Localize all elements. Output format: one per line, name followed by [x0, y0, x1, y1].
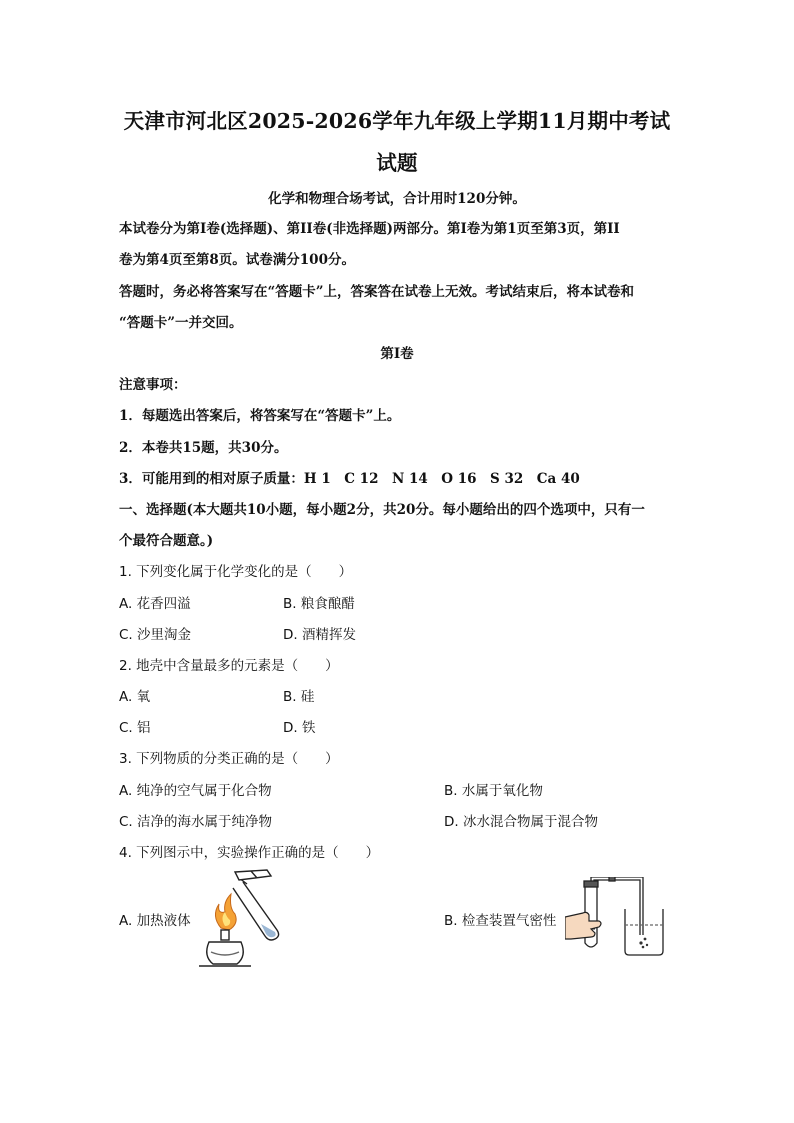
- alcohol-lamp-heating-figure: [195, 866, 291, 970]
- exam-title-line2: 试题: [376, 151, 418, 175]
- notes-heading: 注意事项：: [119, 377, 187, 393]
- question-2-option-d[interactable]: D. 铁: [283, 720, 316, 736]
- question-1-stem: 1. 下列变化属于化学变化的是（ ）: [119, 564, 353, 580]
- question-4-option-a[interactable]: A. 加热液体: [119, 913, 191, 929]
- question-4-option-b[interactable]: B. 检查装置气密性: [444, 913, 557, 929]
- question-4-stem: 4. 下列图示中，实验操作正确的是（ ）: [119, 845, 380, 861]
- question-2-option-a[interactable]: A. 氧: [119, 689, 151, 705]
- note-3: 3．可能用到的相对原子质量：H 1 C 12 N 14 O 16 S 32 Ca 40: [119, 471, 580, 487]
- question-1-option-b[interactable]: B. 粮食酿醋: [283, 596, 355, 612]
- question-3-option-c[interactable]: C. 洁净的海水属于纯净物: [119, 814, 273, 830]
- part1-instructions-line1: 一、选择题(本大题共10小题，每小题2分，共20分。每小题给出的四个选项中，只有一: [119, 502, 645, 518]
- exam-subtitle: 化学和物理合场考试，合计用时120分钟。: [268, 191, 526, 207]
- note-1: 1．每题选出答案后，将答案写在“答题卡”上。: [119, 408, 401, 424]
- question-3-option-a[interactable]: A. 纯净的空气属于化合物: [119, 783, 272, 799]
- question-1-option-d[interactable]: D. 酒精挥发: [283, 627, 356, 643]
- question-2-stem: 2. 地壳中含量最多的元素是（ ）: [119, 658, 339, 674]
- question-1-option-a[interactable]: A. 花香四溢: [119, 596, 191, 612]
- question-1-option-c[interactable]: C. 沙里淘金: [119, 627, 192, 643]
- exam-title-line1: 天津市河北区2025-2026学年九年级上学期11月期中考试: [123, 109, 671, 133]
- question-3-option-d[interactable]: D. 冰水混合物属于混合物: [444, 814, 598, 830]
- airtightness-check-figure: [565, 877, 667, 957]
- question-2-option-b[interactable]: B. 硅: [283, 689, 315, 705]
- question-2-option-c[interactable]: C. 铝: [119, 720, 151, 736]
- intro-para1-line1: 本试卷分为第I卷(选择题)、第II卷(非选择题)两部分。第I卷为第1页至第3页，第II: [119, 221, 620, 237]
- intro-para1-line2: 卷为第4页至第8页。试卷满分100分。: [119, 252, 355, 268]
- note-2: 2．本卷共15题，共30分。: [119, 440, 288, 456]
- volume-label: 第I卷: [380, 346, 414, 362]
- part1-instructions-line2: 个最符合题意。): [119, 533, 214, 549]
- question-3-option-b[interactable]: B. 水属于氧化物: [444, 783, 543, 799]
- question-3-stem: 3. 下列物质的分类正确的是（ ）: [119, 751, 339, 767]
- intro-para2-line1: 答题时，务必将答案写在“答题卡”上，答案答在试卷上无效。考试结束后，将本试卷和: [119, 284, 635, 300]
- intro-para2-line2: “答题卡”一并交回。: [119, 315, 243, 331]
